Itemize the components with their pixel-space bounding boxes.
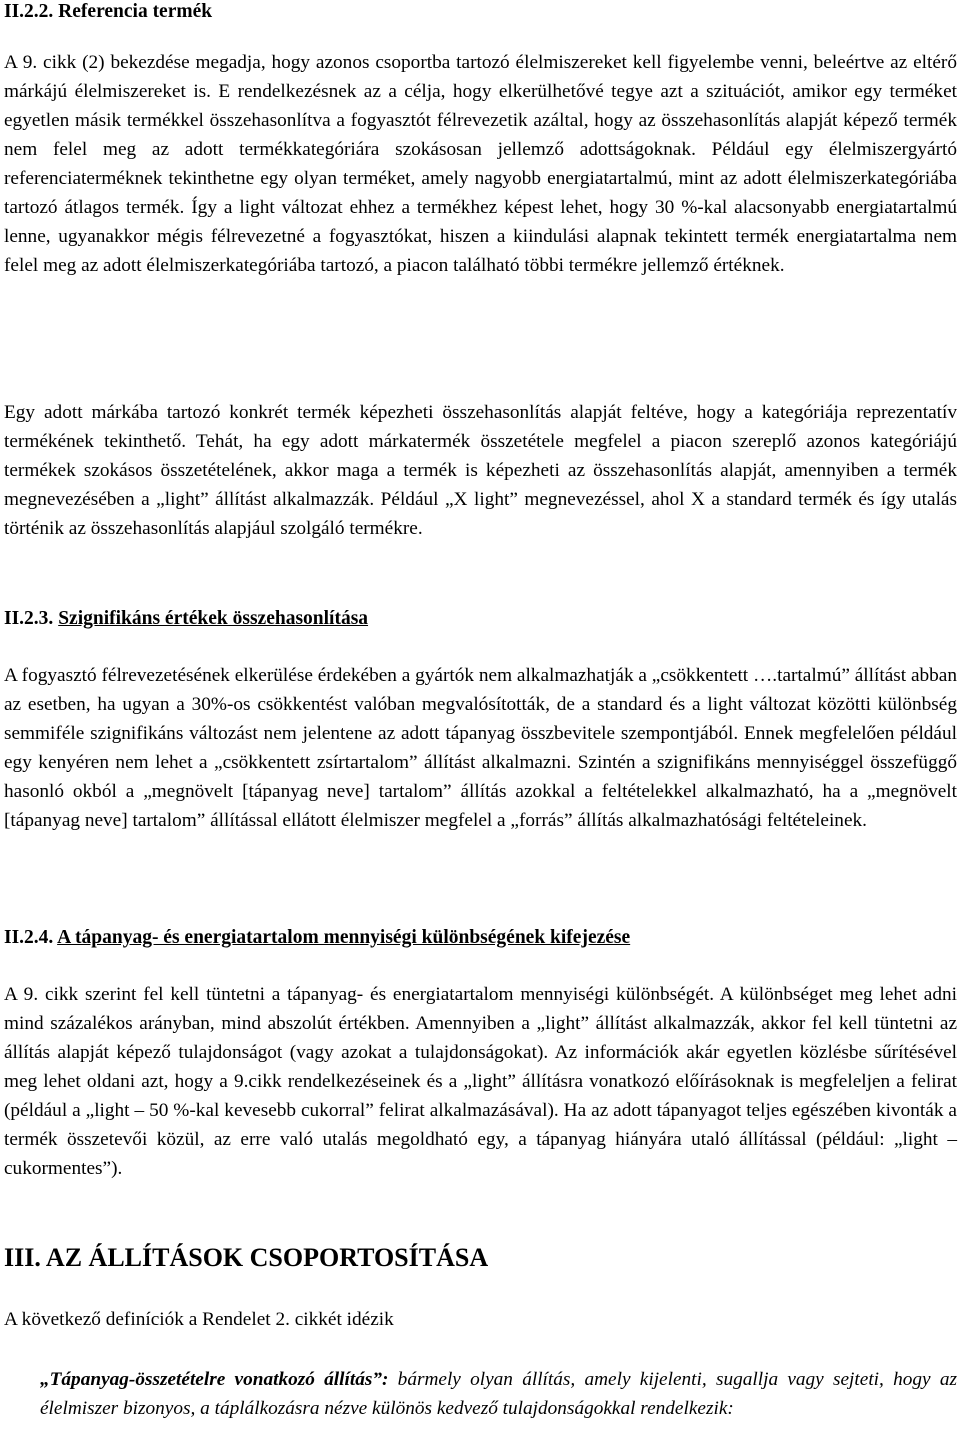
- paragraph-text: A 9. cikk szerint fel kell tüntetni a tápanyag- és energiatartalom mennyiségi különbségét. A különbséget meg lehet adni mind százalékos arányban, mind abszolút értékben. Amennyiben a „light” állítást alkalmazzák, akkor fel kell tüntetni az állítás alapját képező tulajdonságot (vagy azokat a tulajdonságokat). Az információk akár egyetlen közlésbe sűrítésével meg lehet oldani azt, hogy a 9.cikk rendelkezéseinek és a „light” állításra vonatkozó előírásoknak is megfeleljen a felirat (például a „light – 50 %-kal kevesebb cukorral” felirat alkalmazásával). Ha az adott tápanyagot teljes egészében kivonták a termék összetevői közül, az erre való utalás megoldható egy, a tápanyag hiányára utaló állítással (például: „light – cukormentes”).: [4, 984, 957, 1179]
- paragraph-significant-values: [4, 661, 957, 835]
- paragraph-definitions-intro: [4, 1305, 957, 1334]
- heading-text: II.2.2. Referencia termék: [4, 1, 213, 22]
- paragraph-reference-product: [4, 48, 957, 280]
- section-heading-ii-2-3: [4, 607, 957, 631]
- paragraph-text: Egy adott márkába tartozó konkrét termék képezheti összehasonlítás alapját feltéve, hogy a kategóriája reprezentatív termékének tekinthető. Tehát, ha egy adott márkatermék összetétele megfelel a piacon szereplő azonos kategóriájú termékek szokásos összetételének, akkor maga a termék is képezheti az összehasonlítás alapját, amennyiben a termék megnevezésében a „light” állítást alkalmazzák. Például „X light” megnevezéssel, ahol X a standard termék és így utalás történik az összehasonlítás alapjául szolgáló termékre.: [4, 402, 957, 539]
- heading-text: [4, 926, 957, 950]
- paragraph-brand-product: [4, 398, 957, 543]
- heading-number: II.2.3.: [4, 608, 54, 629]
- definition-nutrition-claim: [4, 1365, 957, 1423]
- paragraph-text: A 9. cikk (2) bekezdése megadja, hogy azonos csoportba tartozó élelmiszereket kell figyelembe venni, beleértve az eltérő márkájú élelmiszereket is. E rendelkezésnek az a célja, hogy elkerülhetővé tegye azt a szituációt, amikor egy terméket egyetlen másik termékkel összehasonlítva a fogyasztót félrevezetik azáltal, hogy az összehasonlítás alapját képező termék nem felel meg az adott termékkategóriára szokásosan jellemző adottságoknak. Például egy élelmiszergyártó referenciaterméknek tekinthetne egy olyan terméket, amely nagyobb energiatartalmú, mint az adott élelmiszerkategóriába tartozó átlagos termék. Így a light változat ehhez a termékhez képest lehet, hogy 30 %-kal alacsonyabb energiatartalmú lenne, ugyanakkor mégis félrevezetné a fogyasztókat, hiszen a kiindulási alapnak tekintett termék energiatartalma nem felel meg az adott élelmiszerkategóriába tartozó, a piacon található többi termékre jellemző értéknek.: [4, 52, 957, 276]
- paragraph-text: A fogyasztó félrevezetésének elkerülése érdekében a gyártók nem alkalmazhatják a „csökkentett ….tartalmú” állítást abban az esetben, ha ugyan a 30%-os csökkentést valóban megvalósították, de a standard és a light változat közötti különbség semmiféle szignifikáns változást nem jelentene az adott tápanyag összbevitele szempontjából. Ennek megfelelően például egy kenyéren nem lehet a „csökkentett zsírtartalom” állítást alkalmazni. Szintén a szignifikáns mennyiséggel összefüggő hasonló okból a „megnövelt [tápanyag neve] tartalom” állítás azokkal a feltételekkel alkalmazható, ha a „megnövelt [tápanyag neve] tartalom” állítással ellátott élelmiszer megfelel a „forrás” állítás alkalmazhatósági feltételeinek.: [4, 665, 957, 831]
- section-heading-ii-2-2: [4, 0, 957, 24]
- section-heading-ii-2-4: [4, 926, 957, 950]
- heading-text: III. AZ ÁLLÍTÁSOK CSOPORTOSÍTÁSA: [4, 1243, 489, 1272]
- heading-title: Szignifikáns értékek összehasonlítása: [58, 608, 369, 629]
- heading-number: II.2.4.: [4, 927, 54, 948]
- definition-term: „Tápanyag-összetételre vonatkozó állítás”:: [40, 1369, 389, 1390]
- definition-body: bármely olyan állítás, amely kijelenti, sugallja vagy sejteti, hogy az élelmiszer bizonyos, a táplálkozásra nézve különös kedvező tulajdonságokkal rendelkezik:: [40, 1369, 957, 1419]
- paragraph-text: A következő definíciók a Rendelet 2. cikkét idézik: [4, 1309, 394, 1330]
- heading-text: [4, 607, 957, 631]
- definition-text: [40, 1365, 957, 1423]
- paragraph-quantity-difference: [4, 980, 957, 1183]
- section-heading-iii: [4, 1243, 957, 1273]
- heading-title: A tápanyag- és energiatartalom mennyiségi különbségének kifejezése: [57, 927, 631, 948]
